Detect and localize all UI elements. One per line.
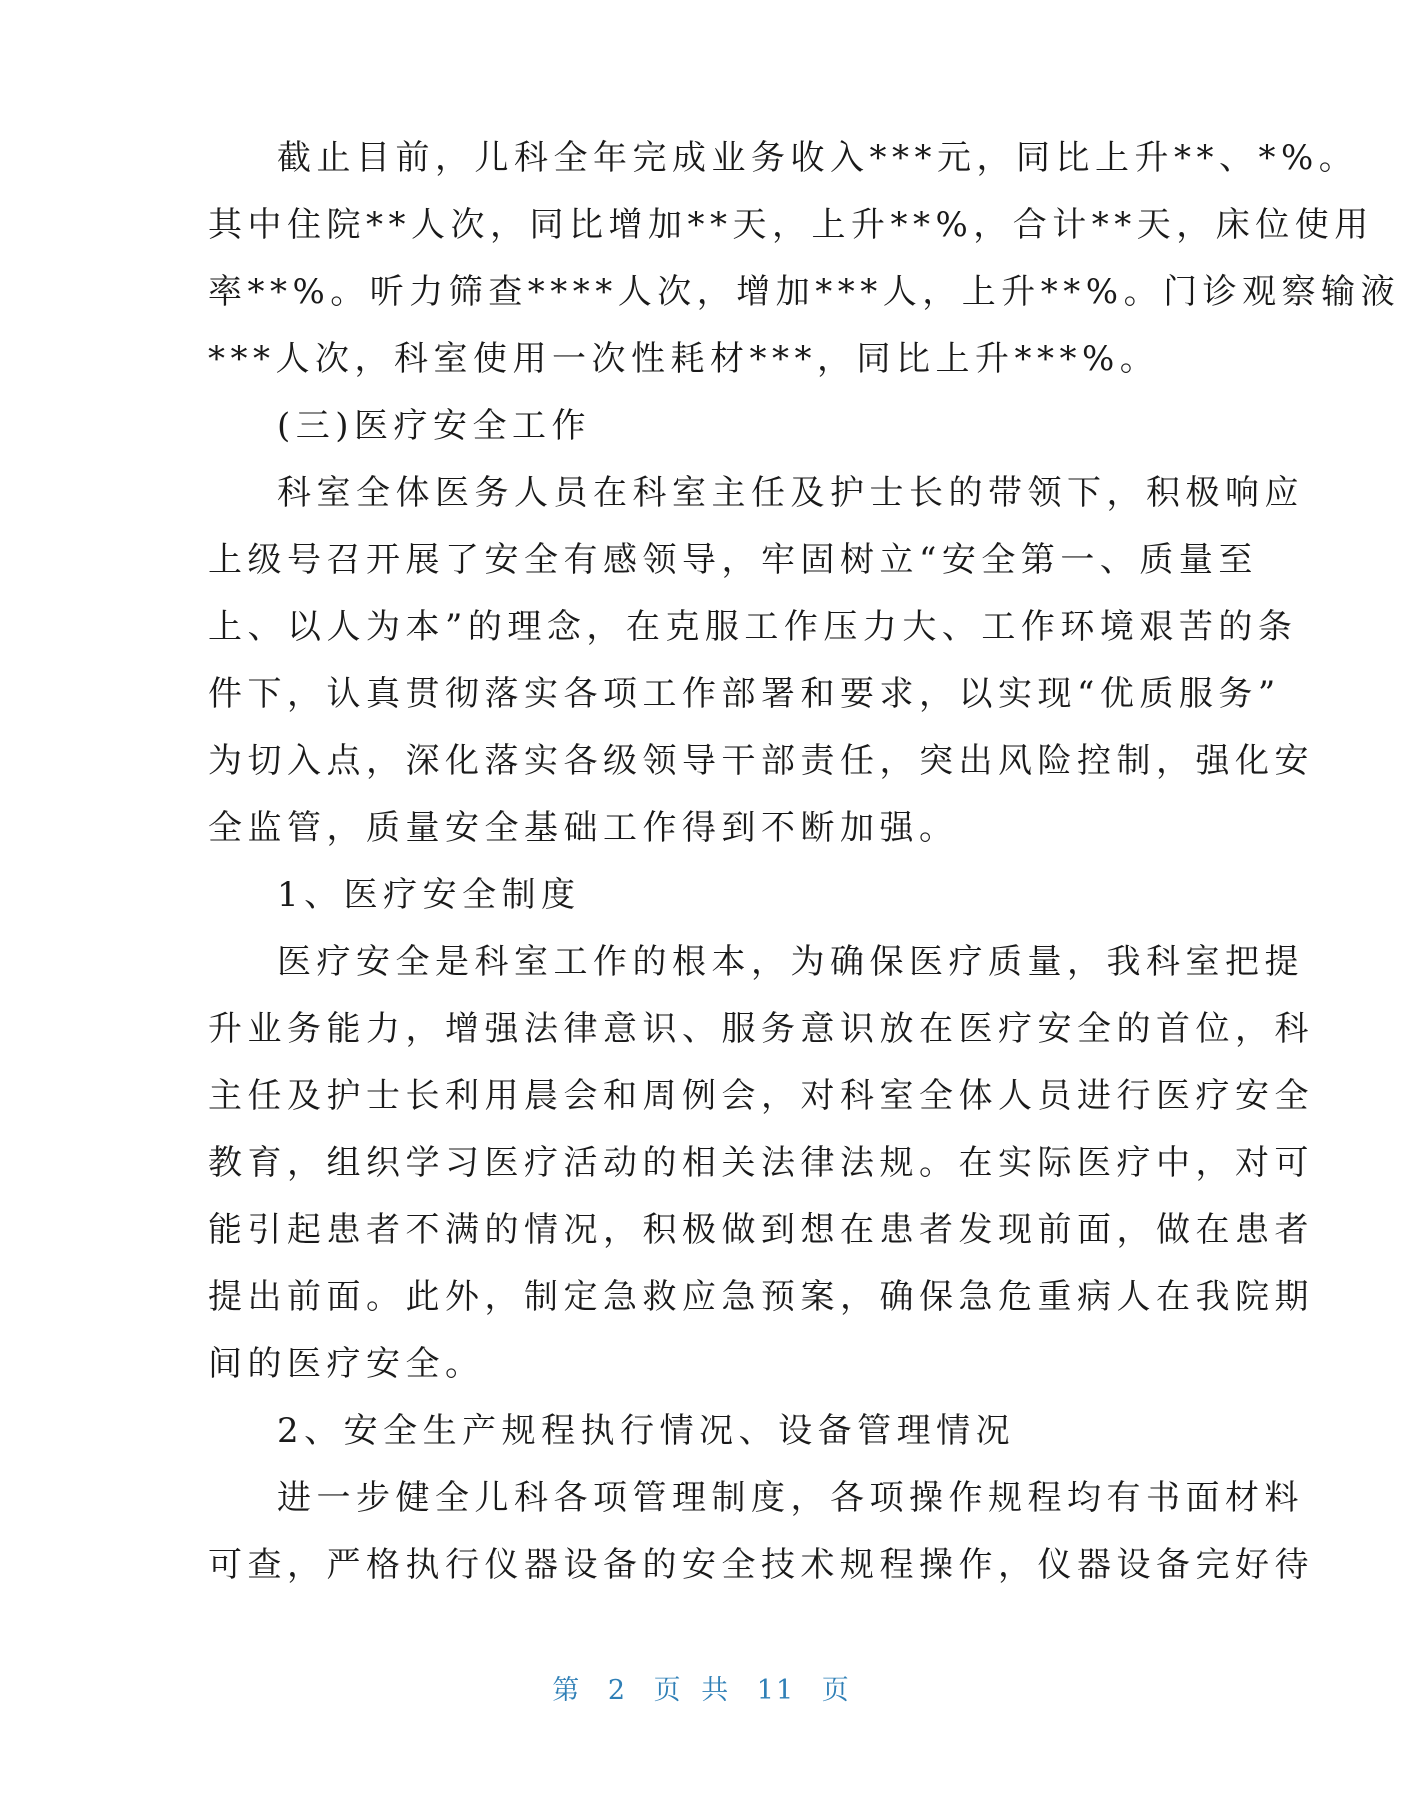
paragraph-line: 医疗安全是科室工作的根本，为确保医疗质量，我科室把提 [277,942,1304,982]
paragraph-line: 进一步健全儿科各项管理制度，各项操作规程均有书面材料 [277,1478,1304,1518]
paragraph-line: 科室全体医务人员在科室主任及护士长的带领下，积极响应 [277,473,1304,513]
paragraph-line: 件下，认真贯彻落实各项工作部署和要求，以实现“优质服务” [208,674,1281,714]
document-body [208,125,1401,1599]
subsection-heading: 2、安全生产规程执行情况、设备管理情况 [277,1411,1016,1451]
footer-middle: 页 共 [653,1675,731,1706]
paragraph-line: ***人次，科室使用一次性耗材***，同比上升***%。 [208,339,1160,379]
paragraph-line: 上、以人为本”的理念，在克服工作压力大、工作环境艰苦的条 [208,607,1298,647]
paragraph-line: 间的医疗安全。 [208,1344,485,1384]
paragraph-line: 可查，严格执行仪器设备的安全技术规程操作，仪器设备完好待 [208,1545,1314,1585]
section-heading: (三)医疗安全工作 [277,406,592,446]
paragraph-line: 提出前面。此外，制定急救应急预案，确保急危重病人在我院期 [208,1277,1314,1317]
paragraph-line: 升业务能力，增强法律意识、服务意识放在医疗安全的首位，科 [208,1009,1314,1049]
paragraph-line: 全监管，质量安全基础工作得到不断加强。 [208,808,959,848]
paragraph-line: 截止目前，儿科全年完成业务收入***元，同比上升**、*%。 [277,138,1359,178]
paragraph-line: 为切入点，深化落实各级领导干部责任，突出风险控制，强化安 [208,741,1314,781]
subsection-heading: 1、医疗安全制度 [277,875,581,915]
paragraph-line: 其中住院**人次，同比增加**天，上升**%，合计**天，床位使用 [208,205,1374,245]
paragraph-line: 上级号召开展了安全有感领导，牢固树立“安全第一、质量至 [208,540,1258,580]
total-page-number: 11 [756,1675,796,1706]
paragraph-line: 能引起患者不满的情况，积极做到想在患者发现前面，做在患者 [208,1210,1314,1250]
current-page-number: 2 [607,1675,628,1706]
paragraph-line: 教育，组织学习医疗活动的相关法律法规。在实际医疗中，对可 [208,1143,1314,1183]
page-footer [0,1668,1403,1707]
footer-prefix: 第 [552,1675,582,1706]
paragraph-line: 率**%。听力筛查****人次，增加***人，上升**%。门诊观察输液 [208,272,1401,312]
paragraph-line: 主任及护士长利用晨会和周例会，对科室全体人员进行医疗安全 [208,1076,1314,1116]
footer-suffix: 页 [821,1675,851,1706]
